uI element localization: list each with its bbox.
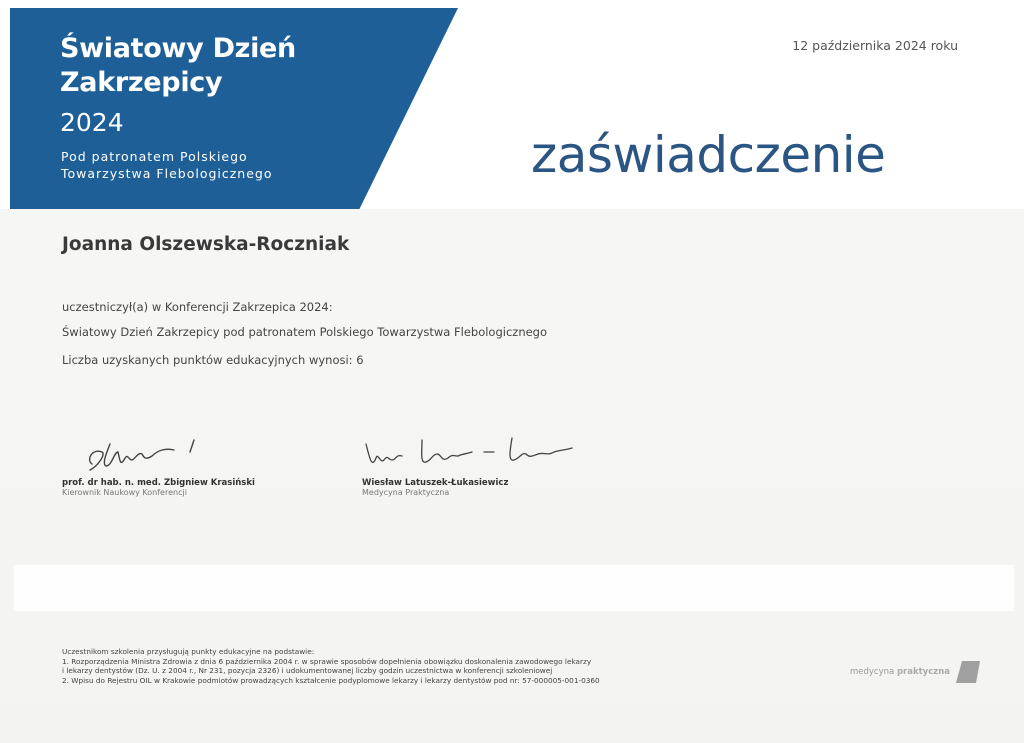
event-title (60, 32, 296, 100)
event-title-line1: Światowy Dzień (60, 33, 296, 64)
education-points: Liczba uzyskanych punktów edukacyjnych wynosi: 6 (62, 353, 364, 367)
footnote-line: i lekarzy dentystów (Dz. U. z 2004 r., Nr 231, pozycja 2326) i udokumentowanej liczby godzin uczestnictwa w konferencji szkoleniowej (62, 666, 553, 675)
logo-text-part1: medycyna (850, 667, 895, 677)
document-title: zaświadczenie (531, 126, 886, 184)
event-year: 2024 (60, 108, 124, 137)
signatory-name: prof. dr hab. n. med. Zbigniew Krasiński (62, 478, 255, 488)
logo-text (850, 667, 950, 677)
footnote-line: Uczestnikom szkolenia przysługują punkty edukacyjne na podstawie: (62, 647, 315, 656)
issue-date: 12 października 2024 roku (792, 38, 958, 53)
patronage-line1: Pod patronatem Polskiego (61, 149, 248, 164)
signature-block-scientific-head (62, 430, 255, 497)
signatory-name: Wiesław Latuszek-Łukasiewicz (362, 478, 509, 488)
signature-block-publisher (362, 430, 592, 497)
signatory-role: Medycyna Praktyczna (362, 488, 450, 497)
handwritten-signature-icon (362, 430, 592, 476)
event-patronage (61, 148, 273, 182)
logo-text-part2: praktyczna (896, 667, 950, 677)
conference-name: Światowy Dzień Zakrzepicy pod patronatem Polskiego Towarzystwa Flebologicznego (62, 325, 548, 339)
footnote-line: 2. Wpisu do Rejestru OIL w Krakowie podmiotów prowadzących kształcenie podyplomowe lekarzy i lekarzy dentystów pod nr: 57-000005-001-0360 (62, 675, 600, 685)
patronage-line2: Towarzystwa Flebologicznego (61, 166, 273, 181)
decorative-band (14, 565, 1014, 611)
participation-statement: uczestniczył(a) w Konferencji Zakrzepica 2024: (62, 300, 333, 314)
publisher-logo (850, 661, 980, 683)
recipient-name: Joanna Olszewska-Roczniak (62, 234, 350, 255)
logo-mark-icon (956, 661, 980, 683)
signatory-role: Kierownik Naukowy Konferencji (62, 488, 187, 497)
handwritten-signature-icon (62, 430, 232, 476)
footnote-line: 1. Rozporządzenia Ministra Zdrowia z dnia 6 października 2004 r. w sprawie sposobów dopełnienia obowiązku doskonalenia zawodowego lekarzy (62, 656, 592, 666)
event-title-line2: Zakrzepicy (60, 67, 223, 98)
legal-footnote (62, 647, 600, 685)
